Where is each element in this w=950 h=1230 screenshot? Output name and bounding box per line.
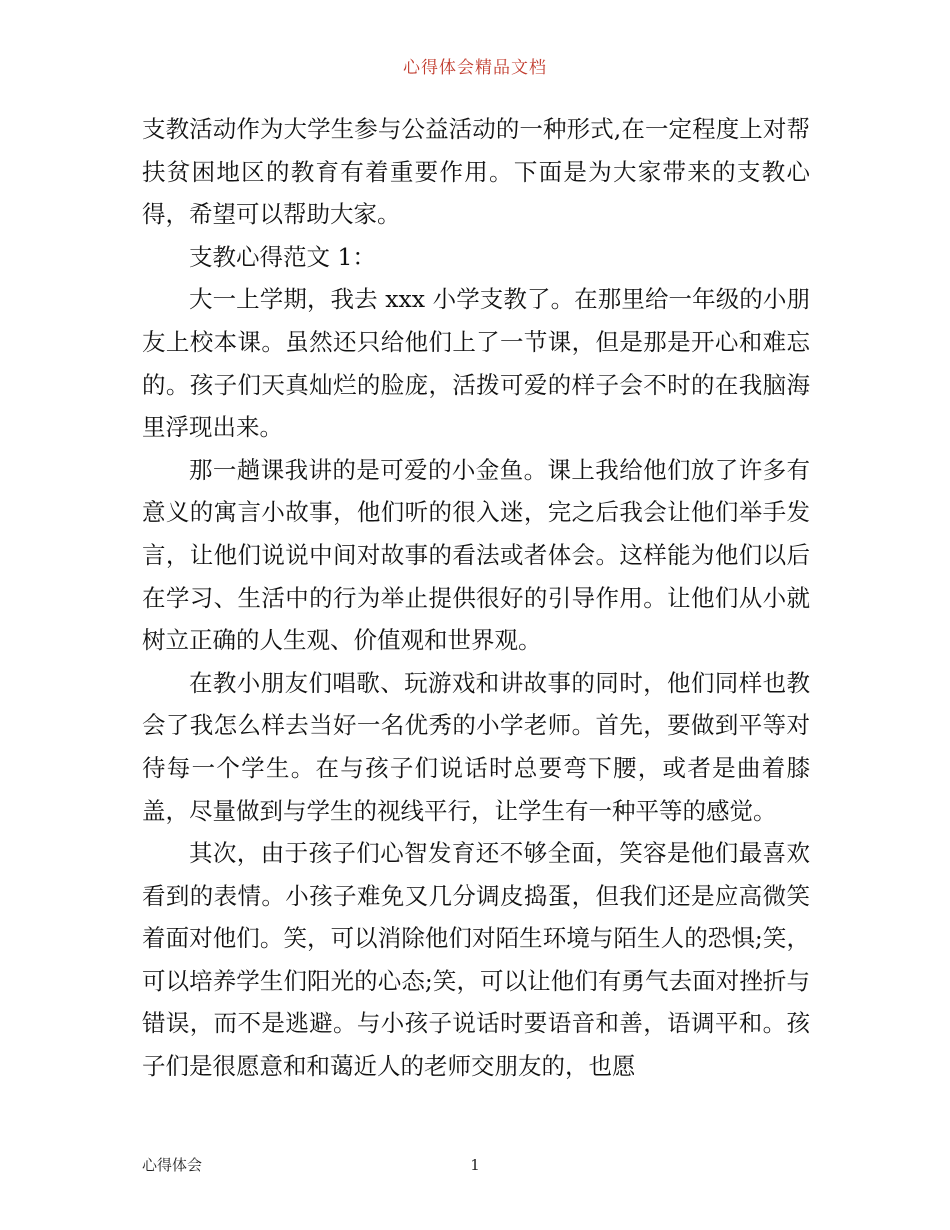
page-footer-label: 心得体会 (142, 1156, 203, 1174)
paragraph-body: 大一上学期，我去 xxx 小学支教了。在那里给一年级的小朋友上校本课。虽然还只给他们上了一节课，但是那是开心和难忘的。孩子们天真灿烂的脸庞，活拨可爱的样子会不时的在我脑海里浮现出来。 (142, 285, 810, 442)
paragraph-intro: 支教活动作为大学生参与公益活动的一种形式,在一定程度上对帮扶贫困地区的教育有着重要作用。下面是为大家带来的支教心得，希望可以帮助大家。 (142, 115, 810, 229)
page-header-title: 心得体会精品文档 (403, 58, 547, 78)
page-number: 1 (470, 1156, 480, 1174)
document-body (142, 108, 810, 1088)
paragraph-body: 在教小朋友们唱歌、玩游戏和讲故事的同时，他们同样也教会了我怎么样去当好一名优秀的小学老师。首先，要做到平等对待每一个学生。在与孩子们说话时总要弯下腰，或者是曲着膝盖，尽量做到与学生的视线平行，让学生有一种平等的感觉。 (142, 668, 810, 825)
paragraph-body: 其次，由于孩子们心智发育还不够全面，笑容是他们最喜欢看到的表情。小孩子难免又几分调皮捣蛋，但我们还是应高微笑着面对他们。笑，可以消除他们对陌生环境与陌生人的恐惧;笑，可以培养学生们阳光的心态;笑，可以让他们有勇气去面对挫折与错误，而不是逃避。与小孩子说话时要语音和善，语调平和。孩子们是很愿意和和蔼近人的老师交朋友的，也愿 (142, 839, 810, 1081)
paragraph-body: 那一趟课我讲的是可爱的小金鱼。课上我给他们放了许多有意义的寓言小故事，他们听的很入迷，完之后我会让他们举手发言，让他们说说中间对故事的看法或者体会。这样能为他们以后在学习、生活中的行为举止提供很好的引导作用。让他们从小就树立正确的人生观、价值观和世界观。 (142, 455, 810, 655)
paragraph-section-heading: 支教心得范文 1： (189, 242, 376, 271)
